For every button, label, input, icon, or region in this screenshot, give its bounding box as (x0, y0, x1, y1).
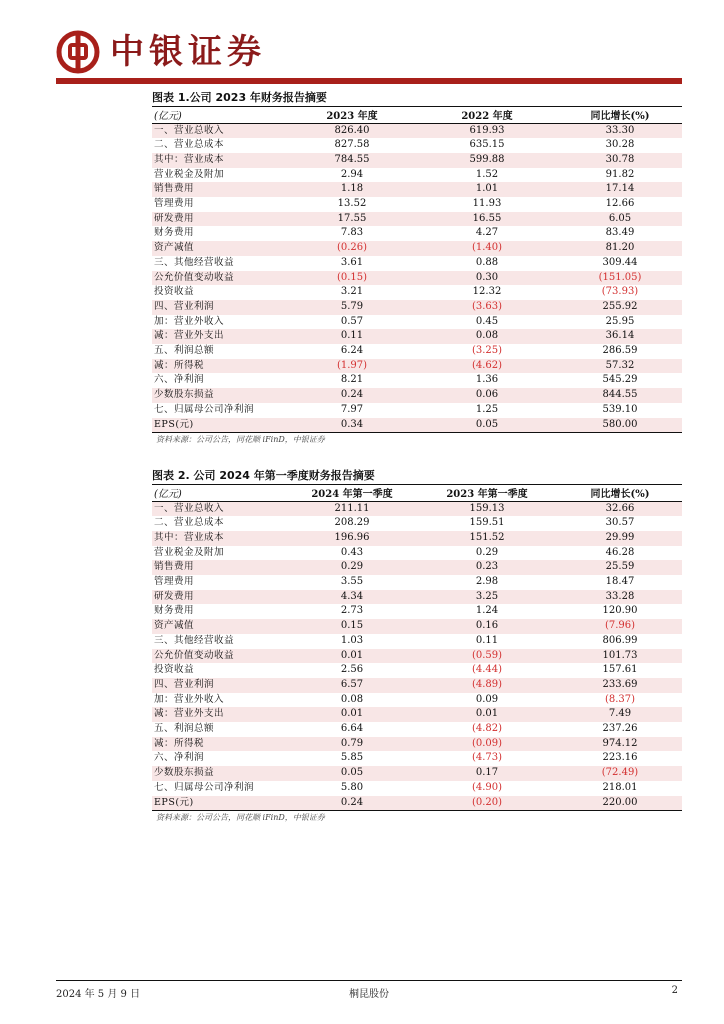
value-cell: 7.97 (340, 403, 364, 415)
growth-cell: 233.69 (558, 678, 682, 693)
value-cell: 0.08 (416, 329, 558, 344)
growth-cell: 25.59 (558, 560, 682, 575)
value-cell: 0.45 (475, 315, 499, 327)
value-cell: 0.01 (288, 649, 416, 664)
value-cell: 0.34 (288, 418, 416, 433)
table-row (152, 751, 682, 766)
value-cell: 599.88 (416, 153, 558, 168)
value-cell: 0.57 (340, 315, 364, 327)
growth-cell: 255.92 (558, 300, 682, 315)
row-label: 五、利润总额 (154, 723, 215, 735)
value-cell: 0.16 (416, 619, 558, 634)
value-cell: 3.25 (416, 590, 558, 605)
growth-cell: 974.12 (558, 737, 682, 752)
row-label: 其中：营业成本 (152, 531, 288, 546)
table-row (152, 271, 682, 286)
row-label: 销售费用 (152, 182, 288, 197)
value-cell: 0.43 (340, 546, 364, 558)
row-label: 二、营业总成本 (154, 517, 225, 529)
table-row (152, 418, 682, 433)
growth-cell: 33.30 (558, 123, 682, 138)
value-cell: 2.98 (475, 576, 499, 588)
value-cell: 6.24 (340, 345, 364, 357)
row-label: 七、归属母公司净利润 (154, 781, 255, 793)
table-row (152, 619, 682, 634)
row-label: 减：营业外支出 (152, 329, 288, 344)
row-label: 财务费用 (154, 227, 195, 239)
figure-2-title: 图表 2. 公司 2024 年第一季度财务报告摘要 (152, 467, 682, 485)
value-cell: 0.79 (288, 737, 416, 752)
value-cell: (4.82) (471, 723, 503, 735)
value-cell: 211.11 (288, 501, 416, 516)
growth-cell: 30.78 (558, 153, 682, 168)
value-cell: 0.08 (340, 693, 364, 705)
value-cell: 151.52 (416, 531, 558, 546)
table-row (152, 649, 682, 664)
table-row (152, 373, 682, 388)
value-cell: 0.23 (416, 560, 558, 575)
row-label: 资产减值 (152, 619, 288, 634)
row-label: 减：营业外支出 (152, 707, 288, 722)
table-row (152, 546, 682, 561)
row-label: 研发费用 (152, 212, 288, 227)
growth-cell: (151.05) (558, 271, 682, 286)
page-number: 2 (671, 985, 678, 996)
growth-cell: 25.95 (605, 315, 635, 327)
value-cell: 1.03 (340, 634, 364, 646)
row-label: 投资收益 (154, 286, 195, 298)
table-row (152, 241, 682, 256)
value-cell: 5.79 (288, 300, 416, 315)
value-cell: 2.56 (340, 664, 364, 676)
value-cell: (4.90) (471, 781, 503, 793)
table-row (152, 344, 682, 359)
value-cell: 11.93 (472, 198, 502, 210)
value-cell: 827.58 (334, 139, 370, 151)
row-label: 财务费用 (154, 605, 195, 617)
value-cell: 0.01 (416, 707, 558, 722)
growth-cell: 30.28 (605, 139, 635, 151)
row-label: 一、营业总收入 (152, 501, 288, 516)
value-cell: 0.05 (288, 766, 416, 781)
growth-cell: 309.44 (602, 256, 638, 268)
row-label: 销售费用 (152, 560, 288, 575)
table-row (152, 693, 682, 708)
value-cell: 208.29 (334, 517, 370, 529)
figure-1-title: 图表 1.公司 2023 年财务报告摘要 (152, 89, 682, 107)
value-cell: 826.40 (288, 123, 416, 138)
growth-cell: 806.99 (602, 634, 638, 646)
growth-cell: 29.99 (558, 531, 682, 546)
table-row (152, 663, 682, 678)
row-label: 六、净利润 (154, 752, 205, 764)
value-cell: (1.97) (288, 359, 416, 374)
source-note: 资料来源：公司公告，同花顺 iFinD，中银证券 (156, 813, 325, 823)
value-cell: 0.09 (475, 693, 499, 705)
growth-cell: 33.28 (558, 590, 682, 605)
value-cell: 0.29 (475, 546, 499, 558)
value-cell: (0.15) (288, 271, 416, 286)
value-cell: 1.18 (288, 182, 416, 197)
table-row (152, 315, 682, 330)
footer-rule (56, 980, 682, 981)
value-cell: 1.25 (475, 403, 499, 415)
row-label: 加：营业外收入 (154, 693, 225, 705)
value-cell: 8.21 (340, 374, 364, 386)
table-row (152, 256, 682, 271)
value-cell: 784.55 (288, 153, 416, 168)
row-label: 加：营业外收入 (154, 315, 225, 327)
table-row (152, 501, 682, 516)
growth-cell: 580.00 (558, 418, 682, 433)
table-row (152, 212, 682, 227)
table-row (152, 766, 682, 781)
growth-cell: 237.26 (602, 723, 638, 735)
footer-date: 2024 年 5 月 9 日 (56, 989, 141, 1000)
table-row (152, 329, 682, 344)
value-cell: (3.63) (416, 300, 558, 315)
table-row (152, 781, 682, 796)
value-cell: 619.93 (416, 123, 558, 138)
table-row (152, 226, 682, 241)
table-row (152, 285, 682, 300)
value-cell: (0.59) (416, 649, 558, 664)
row-label: 公允价值变动收益 (152, 271, 288, 286)
value-cell: 2.73 (340, 605, 364, 617)
growth-cell: 32.66 (558, 501, 682, 516)
growth-cell: 539.10 (602, 403, 638, 415)
value-cell: 1.01 (416, 182, 558, 197)
row-label: 少数股东损益 (152, 766, 288, 781)
table-row (152, 168, 682, 183)
figure-1 (152, 89, 682, 447)
growth-cell: 83.49 (605, 227, 635, 239)
value-cell: 3.21 (340, 286, 364, 298)
value-cell: 1.24 (475, 605, 499, 617)
brand-name: 中银证券 (110, 32, 266, 72)
row-label: 一、营业总收入 (152, 123, 288, 138)
row-label: 管理费用 (154, 576, 195, 588)
value-cell: 635.15 (469, 139, 505, 151)
value-cell: 0.17 (416, 766, 558, 781)
table-row (152, 138, 682, 153)
column-header: 2024 年第一季度 (288, 485, 416, 501)
value-cell: 17.55 (288, 212, 416, 227)
table-row (152, 722, 682, 737)
value-cell: 0.05 (416, 418, 558, 433)
value-cell: 6.57 (288, 678, 416, 693)
value-cell: 1.36 (475, 374, 499, 386)
growth-cell: 120.90 (602, 605, 638, 617)
row-label: 二、营业总成本 (154, 139, 225, 151)
value-cell: 159.51 (469, 517, 505, 529)
value-cell: 6.64 (340, 723, 364, 735)
table-row (152, 737, 682, 752)
row-label: EPS(元) (152, 796, 288, 811)
column-header: 同比增长(%) (558, 107, 682, 123)
table-row (152, 388, 682, 403)
value-cell: 159.13 (416, 501, 558, 516)
row-label: 少数股东损益 (152, 388, 288, 403)
value-cell: 1.52 (475, 168, 499, 180)
value-cell: 16.55 (416, 212, 558, 227)
value-cell: 3.61 (340, 256, 364, 268)
column-header: 2023 年第一季度 (416, 485, 558, 501)
growth-cell: 218.01 (602, 781, 638, 793)
growth-cell: 545.29 (602, 374, 638, 386)
row-label: EPS(元) (152, 418, 288, 433)
row-label: 五、利润总额 (154, 345, 215, 357)
table-row (152, 123, 682, 138)
growth-cell: 17.14 (558, 182, 682, 197)
table-row (152, 359, 682, 374)
table-row (152, 153, 682, 168)
value-cell: 0.11 (288, 329, 416, 344)
table-row (152, 560, 682, 575)
page-header (56, 28, 266, 76)
growth-cell: 6.05 (558, 212, 682, 227)
unit-header: (亿元) (152, 485, 288, 501)
row-label: 营业税金及附加 (154, 546, 225, 558)
growth-cell: (8.37) (604, 693, 636, 705)
row-label: 管理费用 (154, 198, 195, 210)
table-row (152, 197, 682, 212)
table-row (152, 604, 682, 619)
value-cell: (4.89) (416, 678, 558, 693)
table-row (152, 707, 682, 722)
value-cell: 5.85 (340, 752, 364, 764)
footer-company: 桐昆股份 (349, 989, 389, 1000)
value-cell: 0.88 (475, 256, 499, 268)
table-header-row (152, 485, 682, 501)
value-cell: 0.30 (416, 271, 558, 286)
value-cell: (0.09) (416, 737, 558, 752)
row-label: 减：所得税 (152, 737, 288, 752)
table-row (152, 300, 682, 315)
row-label: 营业税金及附加 (154, 168, 225, 180)
value-cell: 0.29 (288, 560, 416, 575)
value-cell: (3.25) (471, 345, 503, 357)
row-label: 公允价值变动收益 (152, 649, 288, 664)
growth-cell: (7.96) (558, 619, 682, 634)
value-cell: 0.24 (288, 796, 416, 811)
growth-cell: 286.59 (602, 345, 638, 357)
growth-cell: 46.28 (605, 546, 635, 558)
table-2023-summary (152, 107, 682, 433)
row-label: 四、营业利润 (152, 300, 288, 315)
value-cell: 12.32 (472, 286, 502, 298)
value-cell: 0.01 (288, 707, 416, 722)
growth-cell: 18.47 (605, 576, 635, 588)
value-cell: 3.55 (340, 576, 364, 588)
growth-cell: 57.32 (558, 359, 682, 374)
value-cell: (4.44) (471, 664, 503, 676)
growth-cell: 844.55 (558, 388, 682, 403)
table-row (152, 403, 682, 418)
value-cell: (0.26) (288, 241, 416, 256)
table-row (152, 634, 682, 649)
table-body (152, 501, 682, 811)
table-row (152, 182, 682, 197)
value-cell: 0.24 (288, 388, 416, 403)
row-label: 其中：营业成本 (152, 153, 288, 168)
value-cell: 196.96 (288, 531, 416, 546)
growth-cell: (72.49) (558, 766, 682, 781)
value-cell: 0.15 (288, 619, 416, 634)
growth-cell: 101.73 (558, 649, 682, 664)
table-row (152, 678, 682, 693)
table-row (152, 516, 682, 531)
value-cell: 0.06 (416, 388, 558, 403)
source-note: 资料来源：公司公告，同花顺 iFinD，中银证券 (156, 435, 325, 445)
growth-cell: (73.93) (601, 286, 639, 298)
value-cell: (0.20) (416, 796, 558, 811)
row-label: 四、营业利润 (152, 678, 288, 693)
value-cell: 5.80 (340, 781, 364, 793)
growth-cell: 91.82 (605, 168, 635, 180)
column-header: 同比增长(%) (558, 485, 682, 501)
table-row (152, 796, 682, 811)
header-rule (56, 78, 682, 84)
table-row (152, 590, 682, 605)
row-label: 三、其他经营收益 (154, 256, 235, 268)
table-header-row (152, 107, 682, 123)
table-row (152, 531, 682, 546)
value-cell: 0.11 (475, 634, 499, 646)
value-cell: (4.73) (471, 752, 503, 764)
table-2024q1-summary (152, 485, 682, 811)
growth-cell: 157.61 (602, 664, 638, 676)
row-label: 七、归属母公司净利润 (154, 403, 255, 415)
row-label: 六、净利润 (154, 374, 205, 386)
value-cell: 4.27 (475, 227, 499, 239)
value-cell: (4.62) (416, 359, 558, 374)
value-cell: 2.94 (340, 168, 364, 180)
column-header: 2023 年度 (288, 107, 416, 123)
growth-cell: 7.49 (558, 707, 682, 722)
table-body (152, 123, 682, 433)
growth-cell: 223.16 (602, 752, 638, 764)
unit-header: (亿元) (152, 107, 288, 123)
growth-cell: 81.20 (558, 241, 682, 256)
value-cell: 13.52 (337, 198, 367, 210)
row-label: 减：所得税 (152, 359, 288, 374)
value-cell: (1.40) (416, 241, 558, 256)
row-label: 三、其他经营收益 (154, 634, 235, 646)
row-label: 研发费用 (152, 590, 288, 605)
value-cell: 4.34 (288, 590, 416, 605)
row-label: 投资收益 (154, 664, 195, 676)
growth-cell: 36.14 (558, 329, 682, 344)
page-footer (56, 985, 682, 1001)
row-label: 资产减值 (152, 241, 288, 256)
growth-cell: 220.00 (558, 796, 682, 811)
value-cell: 7.83 (340, 227, 364, 239)
bank-of-china-logo-icon (56, 30, 100, 74)
growth-cell: 12.66 (605, 198, 635, 210)
figure-2 (152, 467, 682, 825)
table-row (152, 575, 682, 590)
growth-cell: 30.57 (605, 517, 635, 529)
column-header: 2022 年度 (416, 107, 558, 123)
